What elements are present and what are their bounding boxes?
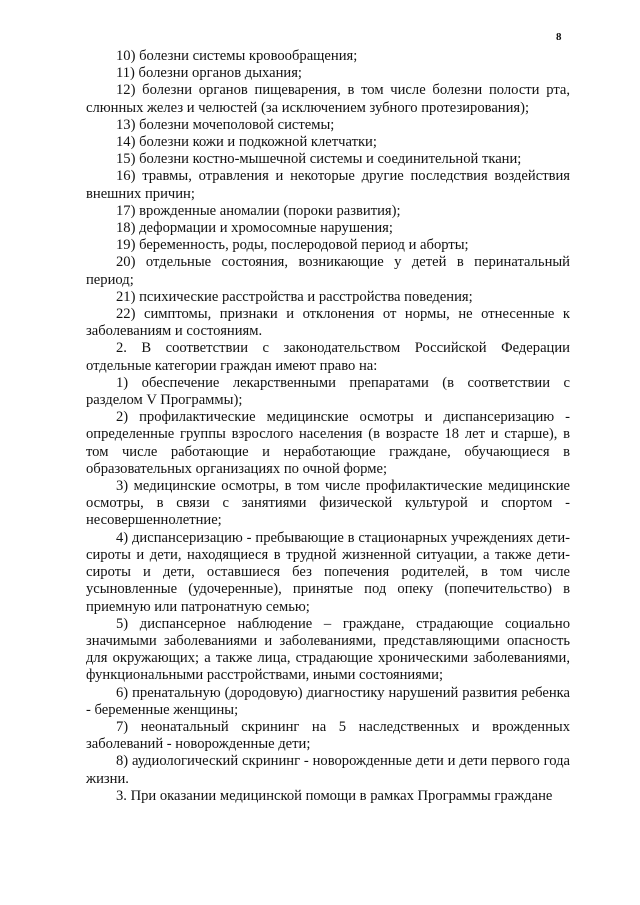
paragraph: 11) болезни органов дыхания; bbox=[116, 65, 302, 82]
paragraph: 18) деформации и хромосомные нарушения; bbox=[116, 220, 393, 237]
paragraph: 22) симптомы, признаки и отклонения от нормы, не отнесенные к заболеваниям и состояниям. bbox=[86, 306, 570, 340]
paragraph: 17) врожденные аномалии (пороки развития); bbox=[116, 202, 401, 219]
document-body bbox=[86, 48, 570, 805]
paragraph: 2. В соответствии с законодательством Российской Федерации отдельные категории граждан имеют право на: bbox=[86, 340, 570, 374]
paragraph: 3) медицинские осмотры, в том числе профилактические медицинские осмотры, в связи с занятиями физической культурой и спортом - несовершеннолетние; bbox=[86, 478, 570, 529]
paragraph: 6) пренатальную (дородовую) диагностику нарушений развития ребенка - беременные женщины; bbox=[86, 684, 570, 718]
paragraph: 14) болезни кожи и подкожной клетчатки; bbox=[116, 134, 377, 151]
paragraph: 4) диспансеризацию - пребывающие в стационарных учреждениях дети-сироты и дети, находящиеся в трудной жизненной ситуации, а также дети-сироты и дети, оставшиеся без попечения родителей, в том числе усыновленные (удочеренные), принятые под опеку (попечительство) в приемную или патронатную семью; bbox=[86, 529, 570, 615]
paragraph: 1) обеспечение лекарственными препаратами (в соответствии с разделом V Программы); bbox=[86, 374, 570, 409]
paragraph: 20) отдельные состояния, возникающие у детей в перинатальный период; bbox=[86, 254, 570, 288]
paragraph: 5) диспансерное наблюдение – граждане, страдающие социально значимыми заболеваниями и заболеваниями, представляющими опасность для окружающих; а также лица, страдающие хроническими заболеваниями, функциональными расстройствами, иными состояниями; bbox=[86, 615, 570, 684]
paragraph: 21) психические расстройства и расстройства поведения; bbox=[116, 288, 473, 305]
paragraph: 16) травмы, отравления и некоторые другие последствия воздействия внешних причин; bbox=[86, 168, 570, 202]
paragraph: 15) болезни костно-мышечной системы и соединительной ткани; bbox=[116, 151, 522, 168]
paragraph: 13) болезни мочеполовой системы; bbox=[116, 116, 335, 133]
paragraph: 10) болезни системы кровообращения; bbox=[116, 48, 358, 64]
paragraph: 19) беременность, роды, послеродовой период и аборты; bbox=[116, 237, 469, 254]
paragraph: 12) болезни органов пищеварения, в том числе болезни полости рта, слюнных желез и челюстей (за исключением зубного протезирования); bbox=[86, 82, 570, 116]
paragraph: 2) профилактические медицинские осмотры и диспансеризацию - определенные группы взрослого населения (в возрасте 18 лет и старше), в том числе работающие и неработающие граждане, обучающиеся в образовательных организациях по очной форме; bbox=[86, 409, 570, 477]
paragraph: 7) неонатальный скрининг на 5 наследственных и врожденных заболеваний - новорожденные дети; bbox=[86, 718, 570, 753]
paragraph: 3. При оказании медицинской помощи в рамках Программы граждане bbox=[116, 787, 553, 804]
page-number: 8 bbox=[556, 31, 562, 43]
paragraph: 8) аудиологический скрининг - новорожденные дети и дети первого года жизни. bbox=[86, 753, 570, 787]
